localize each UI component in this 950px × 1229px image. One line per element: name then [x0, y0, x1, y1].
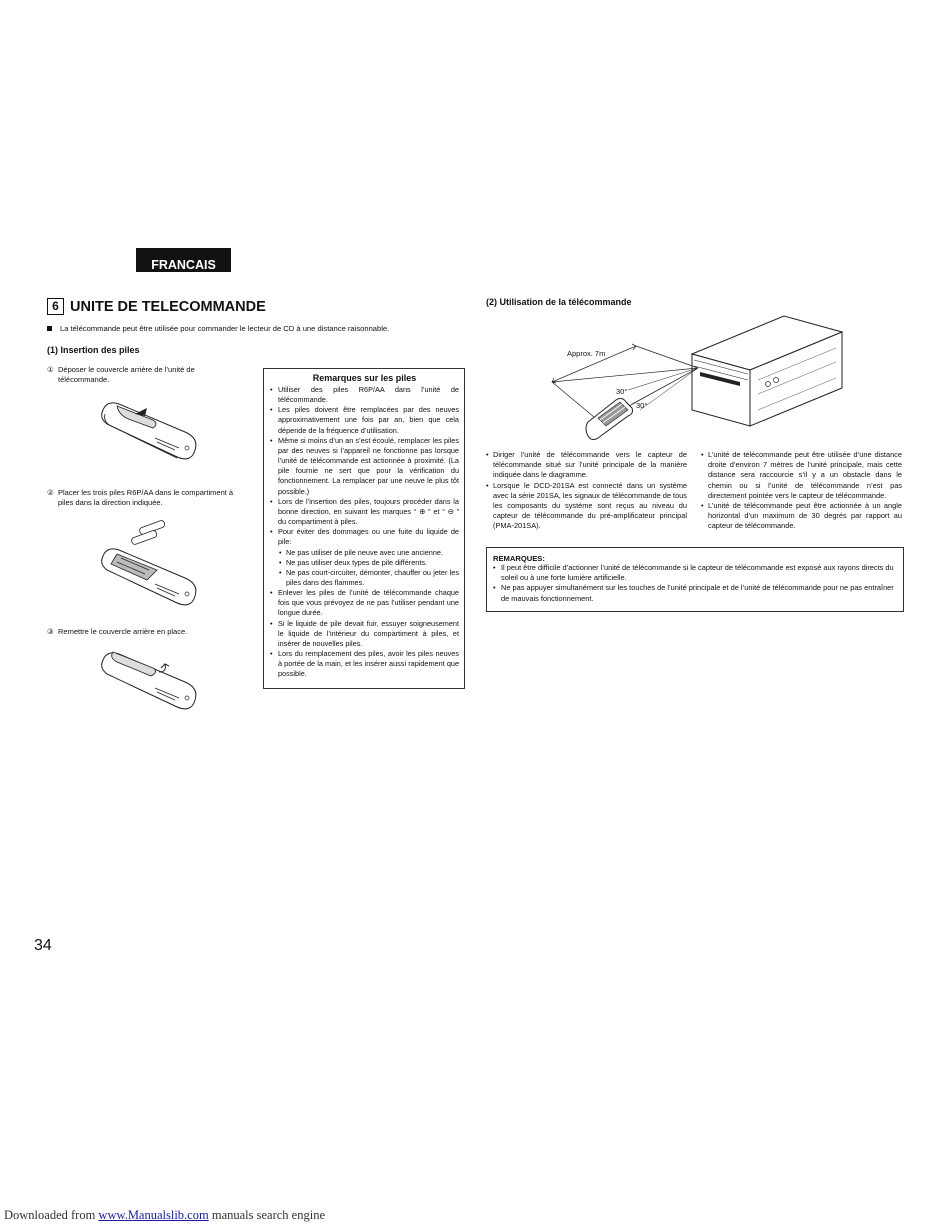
list-sub-item: • Ne pas utiliser deux types de pile différents. [270, 558, 459, 568]
list-sub-item: • Ne pas utiliser de pile neuve avec une ancienne. [270, 548, 459, 558]
battery-notes-title: Remarques sur les piles [312, 373, 417, 383]
remarks-title: REMARQUES: [493, 554, 545, 563]
intro-text: La télécommande peut être utilisée pour commander le lecteur de CD à une distance raisonnable. [60, 324, 390, 333]
manualslib-link[interactable]: www.Manualslib.com [98, 1208, 209, 1222]
step-number: ② [47, 488, 54, 497]
step-number: ① [47, 365, 54, 374]
remote-range-diagram [540, 310, 850, 440]
list-item: • Si le liquide de pile devait fuir, essuyer soigneusement le liquide de l’intérieur du compartiment à piles, et insérer de nouvelles piles. [270, 619, 459, 649]
remarks-item: • Il peut être difficile d’actionner l’unité de télécommande si le capteur de télécommande est exposé aux rayons directs du soleil ou à une forte lumière artificielle. [493, 563, 897, 583]
remarks-item: • Ne pas appuyer simultanément sur les touches de l’unité principale et de l’unité de télécommande pour ne pas entraîner de mauvais fonctionnement. [493, 583, 897, 603]
angle-label-1: 30° [616, 387, 628, 396]
remote-cover-removal-icon [95, 392, 205, 472]
section-heading: UNITE DE TELECOMMANDE [70, 298, 266, 315]
usage-right-column [701, 450, 902, 532]
list-item: • Lors de l’insertion des piles, toujours procéder dans la bonne direction, en suivant les marques “ ⊕ ” et “ ⊖ ” du compartiment à piles. [270, 497, 459, 527]
list-item: • Pour éviter des dommages ou une fuite du liquide de pile: [270, 527, 459, 547]
step-text-line: Remettre le couvercle arrière en place. [58, 627, 188, 636]
footer-suffix: manuals search engine [208, 1208, 325, 1222]
insertion-heading: (1) Insertion des piles [47, 345, 140, 355]
battery-notes-list [270, 385, 459, 680]
list-item: • Les piles doivent être remplacées par des neuves approximativement une fois par an, bien que cela dépende de la fréquence d’utilisation. [270, 405, 459, 435]
usage-paragraph: • Lorsque le DCD-201SA est connecté dans un système avec la série 201SA, les signaux de télécommande de tous les composants du système sont reçus au niveau du capteur de télécommande du pré-amplificateur principal (PMA-201SA). [486, 481, 687, 532]
step-text-line: Déposer le couvercle arrière de l’unité de [58, 365, 195, 374]
step-text-line: télécommande. [58, 375, 110, 384]
step-3 [47, 627, 187, 637]
remote-battery-insertion-icon [95, 514, 205, 612]
section-number: 6 [47, 298, 64, 315]
usage-paragraph: • L’unité de télécommande peut être utilisée d’une distance droite d’environ 7 mètres de l’unité principale, mais cette distance sera raccourcie s’il y a un obstacle dans le chemin ou si l’unité de télécommande n’est pas directement pointée vers le capteur de télécommande. [701, 450, 902, 501]
remote-cover-replace-icon [95, 642, 205, 722]
section-title [47, 298, 266, 315]
step-1 [47, 365, 195, 385]
usage-paragraph: • L’unité de télécommande peut être actionnée à un angle horizontal d’un maximum de 30 degrés par rapport au capteur de télécommande. [701, 501, 902, 532]
list-item: • Même si moins d’un an s’est écoulé, remplacer les piles par des neuves si l’appareil ne fonctionne pas lorsque l’unité de télécommande est actionnée à proximité. (La pile fournie ne sert que pour la vérification du fonctionnement. La remplacer par une neuve le plus tôt possible.) [270, 436, 459, 497]
footer-prefix: Downloaded from [4, 1208, 99, 1222]
usage-left-column [486, 450, 687, 532]
language-tab: FRANCAIS [136, 248, 231, 272]
usage-paragraph: • Diriger l’unité de télécommande vers le capteur de télécommande situé sur l’unité principale de la manière indiquée dans le diagramme. [486, 450, 687, 481]
step-text-line: Placer les trois piles R6P/AA dans le compartiment à [58, 488, 234, 497]
list-item: • Lors du remplacement des piles, avoir les piles neuves à portée de la main, et les insérer aussi rapidement que possible. [270, 649, 459, 679]
list-item: • Utiliser des piles R6P/AA dans l’unité de télécommande. [270, 385, 459, 405]
section-intro [47, 324, 389, 333]
list-item: • Enlever les piles de l’unité de télécommande chaque fois que vous prévoyez de ne pas l’utiliser pendant une longue durée. [270, 588, 459, 618]
list-sub-item: • Ne pas court-circuiter, démonter, chauffer ou jeter les piles dans des flammes. [270, 568, 459, 588]
battery-notes-box [263, 368, 465, 689]
step-number: ③ [47, 627, 54, 636]
step-2 [47, 488, 233, 508]
remarks-box [486, 547, 904, 612]
page-number: 34 [34, 937, 52, 954]
angle-label-2: 30° [636, 401, 648, 410]
usage-heading: (2) Utilisation de la télécommande [486, 297, 632, 307]
step-text-line: piles dans la direction indiquée. [58, 498, 163, 507]
square-bullet-icon [47, 326, 52, 331]
download-footer [4, 1208, 325, 1223]
distance-label: Approx. 7m [567, 349, 606, 358]
